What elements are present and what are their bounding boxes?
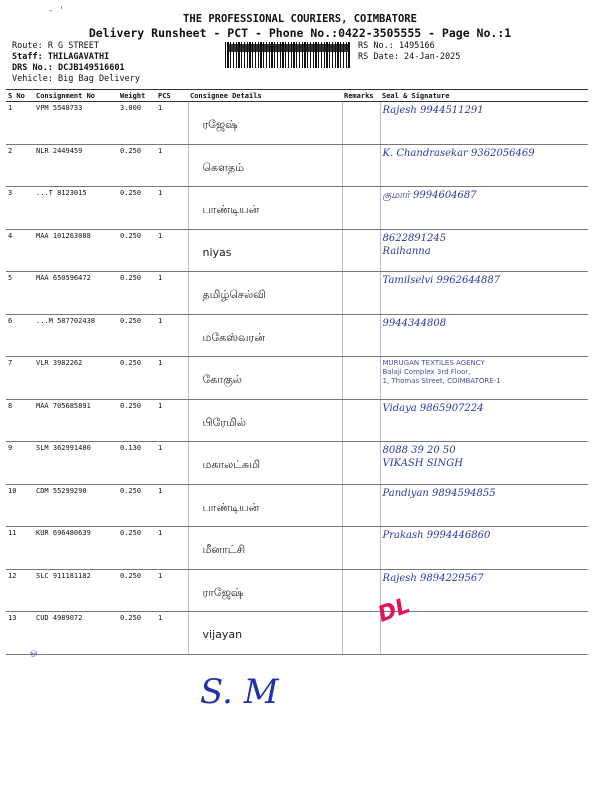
row-consignment-no: SLM 362991480 [34, 442, 118, 485]
dl-mark: DL [374, 593, 414, 628]
consignee-handwritten-name: கௌதம் [202, 160, 245, 174]
row-weight: 0.250 [118, 314, 156, 357]
seal-handwriting: Vidaya 9865907224 [382, 402, 484, 414]
row-weight: 0.250 [118, 229, 156, 272]
row-pcs: 1 [156, 187, 188, 230]
row-weight: 0.250 [118, 272, 156, 315]
company-name: THE PROFESSIONAL COURIERS, COIMBATORE [183, 13, 417, 25]
stamp-line: MURUGAN TEXTILES AGENCY [382, 359, 485, 367]
row-seal-signature [380, 272, 588, 315]
row-sno: 2 [6, 144, 34, 187]
row-weight: 0.250 [118, 187, 156, 230]
rs-number: RS No.: 1495166 [358, 41, 435, 51]
row-pcs: 1 [156, 314, 188, 357]
rs-info [358, 41, 460, 63]
col-remarks: Remarks [342, 90, 380, 102]
row-sno: 4 [6, 229, 34, 272]
row-remarks [342, 102, 380, 145]
row-remarks [342, 187, 380, 230]
row-weight: 0.250 [118, 612, 156, 655]
row-sno: 12 [6, 569, 34, 612]
table-row [6, 314, 588, 357]
row-weight: 0.250 [118, 399, 156, 442]
consignee-handwritten-name: பாண்டியன் [202, 203, 260, 216]
row-sno: 11 [6, 527, 34, 570]
row-sno: 9 [6, 442, 34, 485]
row-sno: 5 [6, 272, 34, 315]
row-remarks [342, 229, 380, 272]
row-sno: 1 [6, 102, 34, 145]
row-pcs: 1 [156, 569, 188, 612]
row-consignee-details [188, 399, 342, 442]
row-seal-signature [380, 442, 588, 485]
vehicle-label: Vehicle: Big Bag Delivery [12, 74, 140, 84]
seal-handwriting: Prakash 9994446860 [382, 530, 491, 541]
table-row [6, 612, 588, 655]
seal-handwriting: 9944344808 [382, 317, 447, 329]
row-remarks [342, 144, 380, 187]
row-pcs: 1 [156, 527, 188, 570]
seal-handwriting: Pandiyan 9894594855 [382, 487, 496, 499]
row-weight: 0.250 [118, 144, 156, 187]
row-weight: 3.000 [118, 102, 156, 145]
seal-handwriting: Raihanna [382, 245, 431, 257]
row-consignment-no: NLR 2449459 [34, 144, 118, 187]
col-consignment: Consignment No [34, 90, 118, 102]
col-weight: Weight [118, 90, 156, 102]
row-seal-signature [380, 102, 588, 145]
row-pcs: 1 [156, 442, 188, 485]
row-consignment-no: MAA 705685891 [34, 399, 118, 442]
row-pcs: 1 [156, 144, 188, 187]
table-row [6, 229, 588, 272]
row-remarks [342, 272, 380, 315]
table-header-row [6, 90, 588, 102]
stamp-line: 1, Thomas Street, COIMBATORE-1 [382, 377, 501, 385]
consignee-handwritten-name: ராஜேஷ் [202, 585, 244, 599]
row-weight: 0.250 [118, 484, 156, 527]
table-row [6, 442, 588, 485]
seal-handwriting: Rajesh 9894229567 [382, 572, 484, 584]
row-pcs: 1 [156, 484, 188, 527]
stamp-line: Balaji Complex 3rd Floor, [382, 368, 471, 376]
table-row [6, 399, 588, 442]
consignee-handwritten-name: niyas [202, 245, 232, 259]
row-pcs: 1 [156, 357, 188, 400]
row-seal-signature [380, 569, 588, 612]
consignee-handwritten-name: மகாலட்சுமி [202, 458, 261, 471]
table-row [6, 272, 588, 315]
row-consignee-details [188, 187, 342, 230]
row-consignee-details [188, 569, 342, 612]
row-remarks [342, 314, 380, 357]
consignee-handwritten-name: கோகுல் [202, 373, 242, 386]
consignee-handwritten-name: பிரேமில் [202, 415, 246, 429]
row-pcs: 1 [156, 102, 188, 145]
col-sno: S No [6, 90, 34, 102]
consignee-handwritten-name: ரஜேஷ் [202, 118, 238, 131]
row-consignment-no: ...T 8123015 [34, 187, 118, 230]
row-consignee-details [188, 527, 342, 570]
seal-handwriting: 8622891245 [382, 232, 447, 244]
row-consignee-details [188, 357, 342, 400]
row-seal-signature [380, 399, 588, 442]
row-remarks [342, 527, 380, 570]
seal-handwriting: VIKASH SINGH [382, 458, 463, 469]
row-sno: 13 [6, 612, 34, 655]
handwritten-signature: S. M [200, 672, 279, 712]
row-consignee-details [188, 272, 342, 315]
runsheet-table [6, 89, 588, 655]
row-sno: 10 [6, 484, 34, 527]
bottom-note: ஒ [30, 648, 38, 658]
row-weight: 0.250 [118, 569, 156, 612]
row-remarks [342, 612, 380, 655]
table-row [6, 144, 588, 187]
seal-handwriting: Rajesh 9944511291 [382, 105, 484, 116]
row-remarks [342, 399, 380, 442]
consignee-handwritten-name: மீனாட்சி [202, 543, 246, 556]
row-consignment-no: MAA 101263088 [34, 229, 118, 272]
pen-tick-mark: - ' [48, 6, 65, 16]
row-sno: 7 [6, 357, 34, 400]
seal-handwriting: K. Chandrasekar 9362056469 [382, 147, 535, 159]
table-row [6, 527, 588, 570]
drs-label: DRS No.: DCJB149516601 [12, 63, 125, 73]
row-seal-signature [380, 314, 588, 357]
row-remarks [342, 484, 380, 527]
col-pcs: PCS [156, 90, 188, 102]
seal-handwriting: குமார் 9994604687 [382, 190, 477, 201]
row-consignee-details [188, 229, 342, 272]
row-sno: 8 [6, 399, 34, 442]
row-pcs: 1 [156, 612, 188, 655]
row-consignment-no: SLC 911181182 [34, 569, 118, 612]
table-row [6, 102, 588, 145]
consignee-handwritten-name: பாண்டியன் [202, 500, 260, 514]
row-consignee-details [188, 102, 342, 145]
row-seal-signature [380, 229, 588, 272]
row-seal-signature [380, 612, 588, 655]
row-seal-signature [380, 484, 588, 527]
row-consignment-no: ...M 587702438 [34, 314, 118, 357]
row-consignee-details [188, 442, 342, 485]
row-consignee-details [188, 484, 342, 527]
row-sno: 6 [6, 314, 34, 357]
row-weight: 0.250 [118, 527, 156, 570]
consignee-handwritten-name: vijayan [202, 628, 243, 641]
row-pcs: 1 [156, 399, 188, 442]
col-consignee: Consignee Details [188, 90, 342, 102]
consignee-handwritten-name: மகேஸ்வரன் [202, 330, 265, 344]
row-consignment-no: CUD 4989072 [34, 612, 118, 655]
table-row [6, 484, 588, 527]
route-label: Route: R G STREET [12, 41, 99, 51]
row-consignee-details [188, 314, 342, 357]
col-seal-signature: Seal & Signature [380, 90, 588, 102]
rs-date: RS Date: 24-Jan-2025 [358, 52, 461, 62]
consignee-handwritten-name: தமிழ்செல்வி [202, 288, 266, 301]
seal-handwriting: Tamilselvi 9962644887 [382, 275, 501, 286]
row-consignee-details [188, 144, 342, 187]
row-remarks [342, 357, 380, 400]
row-seal-signature [380, 187, 588, 230]
row-weight: 0.130 [118, 442, 156, 485]
barcode-label-strip [227, 44, 349, 52]
row-remarks [342, 442, 380, 485]
row-consignment-no: VLR 3982262 [34, 357, 118, 400]
table-row [6, 187, 588, 230]
runsheet-title: Delivery Runsheet - PCT - Phone No.:0422-3505555 - Page No.:1 [88, 26, 512, 40]
staff-label: Staff: THILAGAVATHI [12, 52, 110, 62]
row-pcs: 1 [156, 229, 188, 272]
row-consignment-no: CDM 55299290 [34, 484, 118, 527]
row-consignment-no: VPM 5548733 [34, 102, 118, 145]
row-weight: 0.250 [118, 357, 156, 400]
row-consignee-details [188, 612, 342, 655]
row-consignment-no: KUR 696480639 [34, 527, 118, 570]
row-consignment-no: MAA 650596472 [34, 272, 118, 315]
table-row [6, 569, 588, 612]
row-seal-signature [380, 527, 588, 570]
table-row [6, 357, 588, 400]
row-seal-signature [380, 357, 588, 400]
row-pcs: 1 [156, 272, 188, 315]
row-sno: 3 [6, 187, 34, 230]
seal-handwriting: 8088 39 20 50 [382, 445, 456, 456]
row-seal-signature [380, 144, 588, 187]
route-info [12, 41, 140, 85]
